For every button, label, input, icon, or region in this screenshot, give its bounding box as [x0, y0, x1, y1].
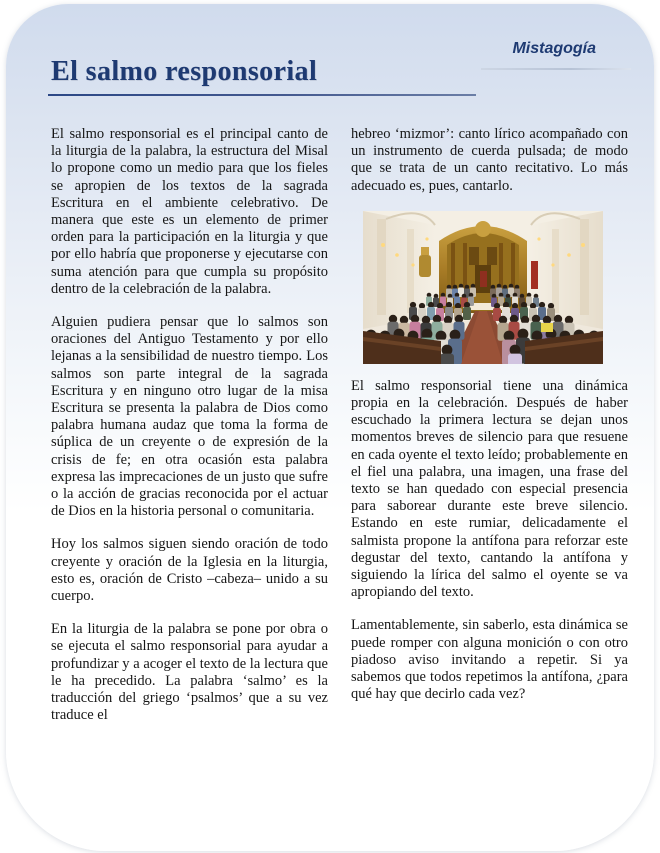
page-title: El salmo responsorial	[51, 56, 318, 87]
paragraph: El salmo responsorial tiene una dinámica propia en la celebración. Después de haber escuchado la primera lectura se dejan unos momentos breves de silencio para que resuene en cada oyente el texto leído; probablemente en el fiel una palabra, una imagen, una frase del texto se han quedado con especial presencia para saborear durante este breve silencio. Estando en este rumiar, delicadamente el salmista propone la antífona para reforzar este degustar del texto, cantando la antífona y siguiendo la lírica del salmo el oyente se va apropiando del texto.	[351, 377, 628, 601]
paragraph: Alguien pudiera pensar que lo salmos son oraciones del Antiguo Testamento y por ello lejanas a la sensibilidad de nuestro tiempo. Los salmos son parte integral de la sagrada Escritura y en ninguno otro lugar de la misa Escritura se presenta la palabra de Dios como palabra humana audaz que toma la forma de súplica de un creyente o de expresión de la crisis de fe; en otra ocasión esta palabra expresa las imprecaciones de un justo que sufre o la acción de gracias reconocida por el actuar de Dios en la historia personal o comunitaria.	[51, 314, 328, 520]
paragraph: El salmo responsorial es el principal canto de la liturgia de la palabra, la estructura del Misal lo propone como un medio para que los fieles se apropien de los textos de la sagrada Escritura en el ambiente celebrativo. De manera que este es un elemento de primer orden para la participación en la liturgia y que por ello habría que proponerse y ejecutarse con suma atención para que cumpla su propósito dentro de la celebración de la palabra.	[51, 126, 328, 297]
paragraph: En la liturgia de la palabra se pone por obra o se ejecuta el salmo responsorial para ayudar a profundizar y a acoger el texto de la lectura que le ha precedido. La palabra ‘salmo’ es la traducción del griego ‘psalmos’ que a su vez traduce el	[51, 621, 328, 724]
paragraph: Hoy los salmos siguen siendo oración de todo creyente y oración de la Iglesia en la liturgia, esto es, oración de Cristo –cabeza– unido a su cuerpo.	[51, 536, 328, 605]
red-banner	[531, 261, 538, 289]
paragraph: Lamentablemente, sin saberlo, esta dinámica se puede romper con alguna monición o con otro piadoso aviso invitando a repetir. Si ya sabemos que todos repetimos la antífona, ¿para qué hay que decirlo cada vez?	[351, 617, 628, 703]
yellow-sign	[541, 323, 553, 332]
right-column	[351, 126, 628, 719]
left-column	[51, 126, 328, 741]
brand-underline	[481, 68, 631, 70]
paragraph: hebreo ‘mizmor’: canto lírico acompañado con un instrumento de cuerda pulsada; de modo que se trata de un canto recitativo. Lo más adecuado es, pues, cantarlo.	[351, 126, 628, 194]
church-photo-graphic	[363, 211, 603, 364]
title-underline	[48, 94, 476, 96]
church-interior-photo	[363, 211, 603, 364]
brand-title: Mistagogía	[512, 40, 596, 57]
newsletter-page-card	[6, 4, 654, 851]
